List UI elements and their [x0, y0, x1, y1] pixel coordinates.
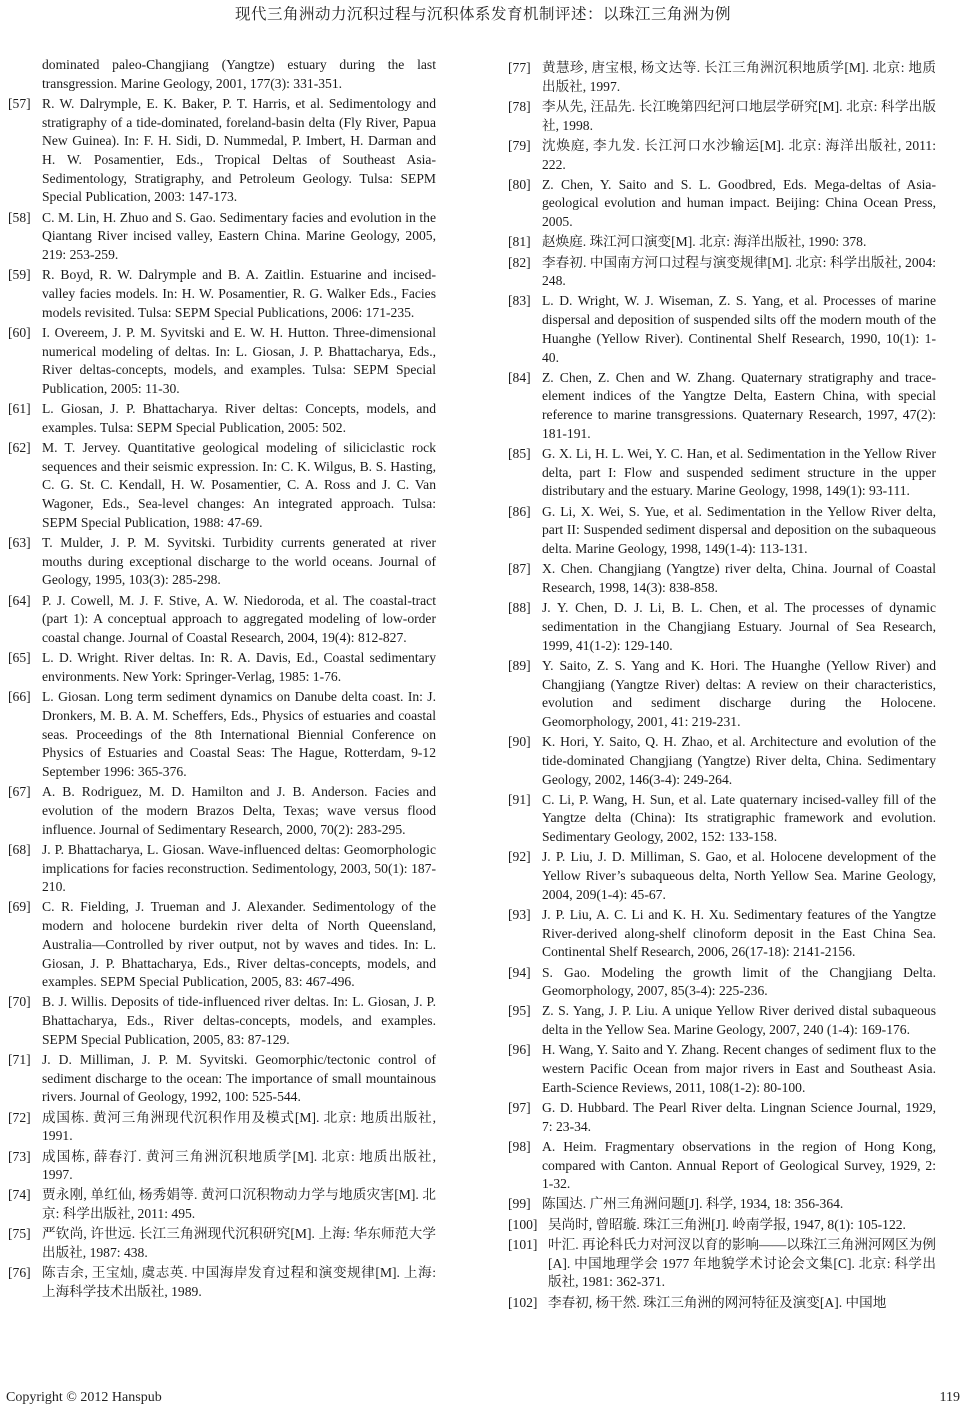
reference-text: 叶汇. 再论科氏力对河汊以育的影响——以珠江三角洲河网区为例[A]. 中国地理学会 1977 年地貌学术讨论会文集[C]. 北京: 科学出版社, 1981: 362-371.: [548, 1236, 936, 1290]
reference-number: [79]: [508, 137, 531, 153]
reference-number: [74]: [8, 1187, 31, 1203]
reference-number: [86]: [508, 503, 531, 519]
reference-entry: [508, 503, 936, 559]
right-reference-column: [508, 59, 936, 1314]
reference-entry: [508, 560, 936, 597]
reference-text: L. D. Wright. River deltas. In: R. A. Davis, Ed., Coastal sedimentary environments. New York: Springer-Verlag, 1985: 1-76.: [42, 650, 436, 684]
reference-text: 严钦尚, 许世远. 长江三角洲现代沉积研究[M]. 上海: 华东师范大学出版社, 1987: 438.: [42, 1226, 436, 1261]
reference-number: [97]: [508, 1099, 531, 1115]
reference-number: [94]: [508, 964, 531, 980]
reference-entry: [508, 791, 936, 847]
reference-entry: [508, 1236, 936, 1292]
reference-number: [95]: [508, 1003, 531, 1019]
reference-entry: [508, 176, 936, 232]
reference-text: A. B. Rodriguez, M. D. Hamilton and J. B. Anderson. Facies and evolution of the modern Brazos Delta, Texas; wave versus flood influence. Journal of Sedimentary Research, 2000, 70(2): 283-295.: [42, 784, 436, 837]
reference-text: R. Boyd, R. W. Dalrymple and B. A. Zaitlin. Estuarine and incised-valley facies models. In: H. W. Posamentier, R. G. Walker Eds., Facies models revisited. Tulsa: SEPM Special Publications, 2006: 171-235.: [42, 267, 436, 320]
reference-number: [99]: [508, 1196, 531, 1212]
reference-entry: [508, 59, 936, 96]
reference-entry: [8, 898, 436, 992]
page-number: 119: [939, 1390, 960, 1405]
reference-columns: [0, 56, 966, 1386]
reference-entry: [8, 1148, 436, 1185]
reference-entry: [8, 439, 436, 533]
reference-entry: [8, 56, 436, 93]
reference-text: L. Giosan, J. P. Bhattacharya. River deltas: Concepts, models, and examples. Tulsa: SEPM Special Publication, 2005: 502.: [42, 401, 436, 435]
reference-entry: [508, 848, 936, 904]
reference-text: Z. S. Yang, J. P. Liu. A unique Yellow River derived distal subaqueous delta in the Yellow Sea. Marine Geology, 2007, 240 (1-4): 169-176.: [542, 1003, 936, 1038]
reference-number: [87]: [508, 561, 531, 577]
reference-entry: [508, 1195, 936, 1214]
reference-number: [60]: [8, 324, 31, 340]
reference-entry: [508, 1138, 936, 1194]
reference-number: [83]: [508, 293, 531, 309]
reference-number: [57]: [8, 95, 31, 111]
reference-text: J. P. Liu, J. D. Milliman, S. Gao, et al. Holocene development of the Yellow River’s subaqueous delta, North Yellow Sea. Marine Geology, 2004, 209(1-4): 45-67.: [542, 849, 936, 902]
reference-number: [71]: [8, 1052, 31, 1068]
reference-number: [58]: [8, 209, 31, 225]
reference-entry: [8, 841, 436, 897]
reference-text: P. J. Cowell, M. J. F. Stive, A. W. Niedoroda, et al. The coastal-tract (part 1): A conceptual approach to aggregated modeling of low-order coastal change. Journal of Coastal Research, 2004, 19(4): 812-827.: [42, 592, 436, 646]
reference-entry: [8, 95, 436, 207]
reference-text: J. Y. Chen, D. J. Li, B. L. Chen, et al. The processes of dynamic sedimentation in the Changjiang Estuary. Journal of Sea Research, 1999, 41(1-2): 129-140.: [542, 600, 936, 653]
reference-number: [98]: [508, 1138, 531, 1154]
reference-number: [69]: [8, 899, 31, 915]
reference-number: [68]: [8, 841, 31, 857]
reference-number: [90]: [508, 734, 531, 750]
reference-text: Y. Saito, Z. S. Yang and K. Hori. The Huanghe (Yellow River) and Changjiang (Yangtze River) deltas: A review on their characteristics, evolution and sediment discharge during the Holocene. Geomorphology, 2001, 41: 219-231.: [542, 657, 936, 729]
reference-number: [91]: [508, 791, 531, 807]
reference-text: L. Giosan. Long term sediment dynamics on Danube delta coast. In: J. Dronkers, M. B. A. M. Scheffers, Eds., Physics of estuaries and coastal seas. Proceedings of the 8th International Biennial Conference on Physics of Estuaries and Coastal Seas: The Hague, Rotterdam, 9-12 September 1996: 365-376.: [42, 689, 436, 780]
running-header: 现代三角洲动力沉积过程与沉积体系发育机制评述：以珠江三角洲为例: [234, 5, 731, 23]
reference-entry: [8, 783, 436, 839]
reference-number: [64]: [8, 592, 31, 608]
reference-entry: [508, 964, 936, 1001]
reference-text: G. Li, X. Wei, S. Yue, et al. Sedimentation in the Yellow River delta, part II: Suspended sediment dispersal and deposition on the subaqueous delta. Marine Geology, 1998, 149(1-4): 113-131.: [542, 503, 936, 557]
reference-text: G. D. Hubbard. The Pearl River delta. Lingnan Science Journal, 1929, 7: 23-34.: [542, 1099, 936, 1134]
reference-text: J. D. Milliman, J. P. M. Syvitski. Geomorphic/tectonic control of sediment discharge to the ocean: The importance of small mountainous rivers. Journal of Geology, 1992, 100: 525-544.: [42, 1052, 436, 1105]
reference-number: [66]: [8, 689, 31, 705]
copyright-notice: Copyright © 2012 Hanspub: [6, 1390, 162, 1405]
reference-number: [92]: [508, 849, 531, 865]
left-reference-column: [8, 56, 436, 1303]
reference-text: J. P. Bhattacharya, L. Giosan. Wave-influenced deltas: Geomorphologic implications for facies reconstruction. Sedimentology, 2003, 50(1): 187-210.: [42, 841, 436, 895]
reference-entry: [8, 1051, 436, 1107]
reference-text: K. Hori, Y. Saito, Q. H. Zhao, et al. Architecture and evolution of the tide-dominated Changjiang (Yangtze) River delta, China. Sedimentary Geology, 2002, 146(3-4): 249-264.: [542, 734, 936, 787]
reference-text: M. T. Jervey. Quantitative geological modeling of siliciclastic rock sequences and their seismic expression. In: C. K. Wilgus, B. S. Hasting, C. G. St. C. Kendall, H. W. Posamentier, C. A. Ross and J. C. Van Wagoner, Eds., Sea-level changes: An integrated approach. Tulsa: SEPM Special Publication, 1988: 47-69.: [42, 440, 436, 530]
reference-number: [78]: [508, 98, 531, 114]
reference-text: C. M. Lin, H. Zhuo and S. Gao. Sedimentary facies and evolution in the Qiantang River incised valley, Eastern China. Marine Geology, 2005, 219: 253-259.: [42, 209, 436, 263]
reference-entry: [508, 98, 936, 135]
reference-entry: [8, 1225, 436, 1262]
reference-text: 李春初. 中国南方河口过程与演变规律[M]. 北京: 科学出版社, 2004: 248.: [542, 254, 936, 289]
page-footer: [0, 1390, 966, 1410]
reference-entry: [508, 292, 936, 367]
reference-number: [73]: [8, 1148, 31, 1164]
reference-entry: [8, 324, 436, 399]
reference-text: 黄慧珍, 唐宝根, 杨文达等. 长江三角洲沉积地质学[M]. 北京: 地质出版社, 1997.: [542, 60, 936, 94]
reference-entry: [508, 657, 936, 732]
reference-text: 赵焕庭. 珠江河口演变[M]. 北京: 海洋出版社, 1990: 378.: [542, 234, 867, 250]
reference-text: G. X. Li, H. L. Wei, Y. C. Han, et al. Sedimentation in the Yellow River delta, part I: Flow and suspended sediment structure in the upper distributary and the estuary. Marine Geology, 1998, 149(1): 93-111.: [542, 446, 936, 499]
reference-text: J. P. Liu, A. C. Li and K. H. Xu. Sedimentary features of the Yangtze River-derived along-shelf clinoform deposit in the East China Sea. Continental Shelf Research, 2006, 26(17-18): 2141-2156.: [542, 906, 936, 960]
reference-text: I. Overeem, J. P. M. Syvitski and E. W. H. Hutton. Three-dimensional numerical modeling of deltas. In: L. Giosan, J. P. Bhattacharya, Eds., River deltas-concepts, models, and examples. Tulsa: SEPM Special Publication, 2005: 11-30.: [42, 324, 436, 396]
reference-text: 沈焕庭, 李九发. 长江河口水沙输运[M]. 北京: 海洋出版社, 2011: 222.: [542, 137, 936, 172]
reference-number: [88]: [508, 600, 531, 616]
reference-entry: [8, 209, 436, 265]
reference-number: [89]: [508, 657, 531, 673]
reference-entry: [8, 649, 436, 686]
reference-number: [85]: [508, 446, 531, 462]
reference-text: 吴尚时, 曾昭璇. 珠江三角洲[J]. 岭南学报, 1947, 8(1): 105-122.: [548, 1216, 906, 1232]
reference-number: [93]: [508, 906, 531, 922]
reference-text: 成国栋. 黄河三角洲现代沉积作用及模式[M]. 北京: 地质出版社, 1991.: [42, 1109, 436, 1144]
reference-number: [84]: [508, 369, 531, 385]
reference-entry: [508, 445, 936, 501]
reference-entry: [8, 400, 436, 437]
reference-number: [101]: [508, 1236, 538, 1252]
reference-number: [70]: [8, 994, 31, 1010]
reference-text: C. Li, P. Wang, H. Sun, et al. Late quaternary incised-valley fill of the Yangtze delta (China): Its stratigraphic framework and evolution. Sedimentary Geology, 2002, 152: 133-158.: [542, 791, 936, 845]
reference-number: [75]: [8, 1226, 31, 1242]
reference-entry: [508, 1099, 936, 1136]
reference-number: [82]: [508, 254, 531, 270]
reference-entry: [8, 688, 436, 782]
reference-text: H. Wang, Y. Saito and Y. Zhang. Recent changes of sediment flux to the western Pacific Ocean from major rivers in East and Southeast Asia. Earth-Science Reviews, 2011, 108(1-2): 80-100.: [542, 1042, 936, 1095]
reference-number: [65]: [8, 650, 31, 666]
reference-text: T. Mulder, J. P. M. Syvitski. Turbidity currents generated at river mouths during exceptional discharge to the world oceans. Journal of Geology, 1995, 103(3): 285-298.: [42, 535, 436, 588]
reference-entry: [508, 733, 936, 789]
reference-entry: [508, 599, 936, 655]
reference-text: A. Heim. Fragmentary observations in the region of Hong Kong, compared with Canton. Annual Report of Geological Survey, 1929, 2: 1-32.: [542, 1138, 936, 1192]
reference-entry: [8, 993, 436, 1049]
reference-number: [96]: [508, 1042, 531, 1058]
reference-number: [81]: [508, 234, 531, 250]
reference-entry: [508, 906, 936, 962]
reference-number: [100]: [508, 1216, 538, 1232]
reference-entry: [508, 233, 936, 252]
reference-number: [77]: [508, 60, 531, 75]
reference-number: [102]: [508, 1294, 538, 1310]
reference-entry: [508, 1041, 936, 1097]
reference-entry: [8, 1264, 436, 1301]
reference-text: 李春初, 杨干然. 珠江三角洲的网河特征及演变[A]. 中国地: [548, 1294, 887, 1310]
reference-entry: [8, 592, 436, 648]
reference-entry: [8, 534, 436, 590]
reference-text: Z. Chen, Z. Chen and W. Zhang. Quaternary stratigraphy and trace-element indices of the Yangtze Delta, Eastern China, with special reference to marine transgressions. Quaternary Research, 1997, 47(2): 181-191.: [542, 369, 936, 441]
reference-text: 贾永刚, 单红仙, 杨秀娟等. 黄河口沉积物动力学与地质灾害[M]. 北京: 科学出版社, 2011: 495.: [42, 1187, 436, 1222]
reference-text: X. Chen. Changjiang (Yangtze) river delta, China. Journal of Coastal Research, 1998, 14(3): 838-858.: [542, 561, 936, 595]
reference-number: [67]: [8, 784, 31, 800]
reference-text: C. R. Fielding, J. Trueman and J. Alexander. Sedimentology of the modern and holocene burdekin river delta of North Queensland, Australia—Controlled by river output, not by waves and tides. In: L. Giosan, J. P. Bhattacharya, Eds., River deltas-concepts, models, and examples. SEPM Special Publication, 2005, 83: 467-496.: [42, 899, 436, 990]
reference-text: 陈国达. 广州三角洲问题[J]. 科学, 1934, 18: 356-364.: [542, 1196, 844, 1212]
reference-entry: [8, 266, 436, 322]
reference-number: [72]: [8, 1109, 31, 1125]
reference-text: 陈吉余, 王宝灿, 虞志英. 中国海岸发育过程和演变规律[M]. 上海: 上海科学技术出版社, 1989.: [42, 1265, 436, 1299]
reference-text: S. Gao. Modeling the growth limit of the Changjiang Delta. Geomorphology, 2007, 85(3-4): 225-236.: [542, 964, 936, 999]
reference-text: Z. Chen, Y. Saito and S. L. Goodbred, Eds. Mega-deltas of Asia-geological evolution and human impact. Beijing: China Ocean Press, 2005.: [542, 176, 936, 230]
reference-entry: [508, 137, 936, 174]
reference-entry: [8, 1109, 436, 1146]
reference-number: [59]: [8, 267, 31, 283]
reference-number: [61]: [8, 401, 31, 417]
reference-text: R. W. Dalrymple, E. K. Baker, P. T. Harris, et al. Sedimentology and stratigraphy of a tide-dominated, foreland-basin delta (Fly River, Papua New Guinea). In: F. H. Sidi, D. Nummedal, P. Imbert, H. Darman and H. W. Posamentier, Eds., Tropical Deltas of Southeast Asia-Sedimentology, Stratigraphy, and Petroleum Geology. Tulsa: SEPM Special Publication, 2003: 147-173.: [42, 95, 436, 205]
reference-number: [62]: [8, 440, 31, 456]
reference-number: [80]: [508, 176, 531, 192]
reference-entry: [8, 1186, 436, 1223]
reference-text: B. J. Willis. Deposits of tide-influenced river deltas. In: L. Giosan, J. P. Bhattacharya, Eds., River deltas-concepts, models, and examples. SEPM Special Publication, 2005, 83: 87-129.: [42, 994, 436, 1047]
reference-entry: [508, 254, 936, 291]
reference-entry: [508, 1294, 936, 1313]
reference-text: L. D. Wright, W. J. Wiseman, Z. S. Yang, et al. Processes of marine dispersal and deposition of suspended silts off the modern mouth of the Huanghe (Yellow River). Continental Shelf Research, 1990, 10(1): 1-40.: [542, 293, 936, 365]
reference-text: 成国栋, 薛春汀. 黄河三角洲沉积地质学[M]. 北京: 地质出版社, 1997.: [42, 1148, 436, 1183]
reference-entry: [508, 1002, 936, 1039]
reference-entry: [508, 1216, 936, 1235]
reference-text: 李从先, 汪品先. 长江晚第四纪河口地层学研究[M]. 北京: 科学出版社, 1998.: [542, 98, 936, 133]
reference-number: [63]: [8, 535, 31, 551]
reference-entry: [508, 369, 936, 444]
reference-text: dominated paleo-Changjiang (Yangtze) estuary during the last transgression. Marine Geology, 2001, 177(3): 331-351.: [42, 57, 436, 91]
reference-number: [76]: [8, 1265, 31, 1281]
